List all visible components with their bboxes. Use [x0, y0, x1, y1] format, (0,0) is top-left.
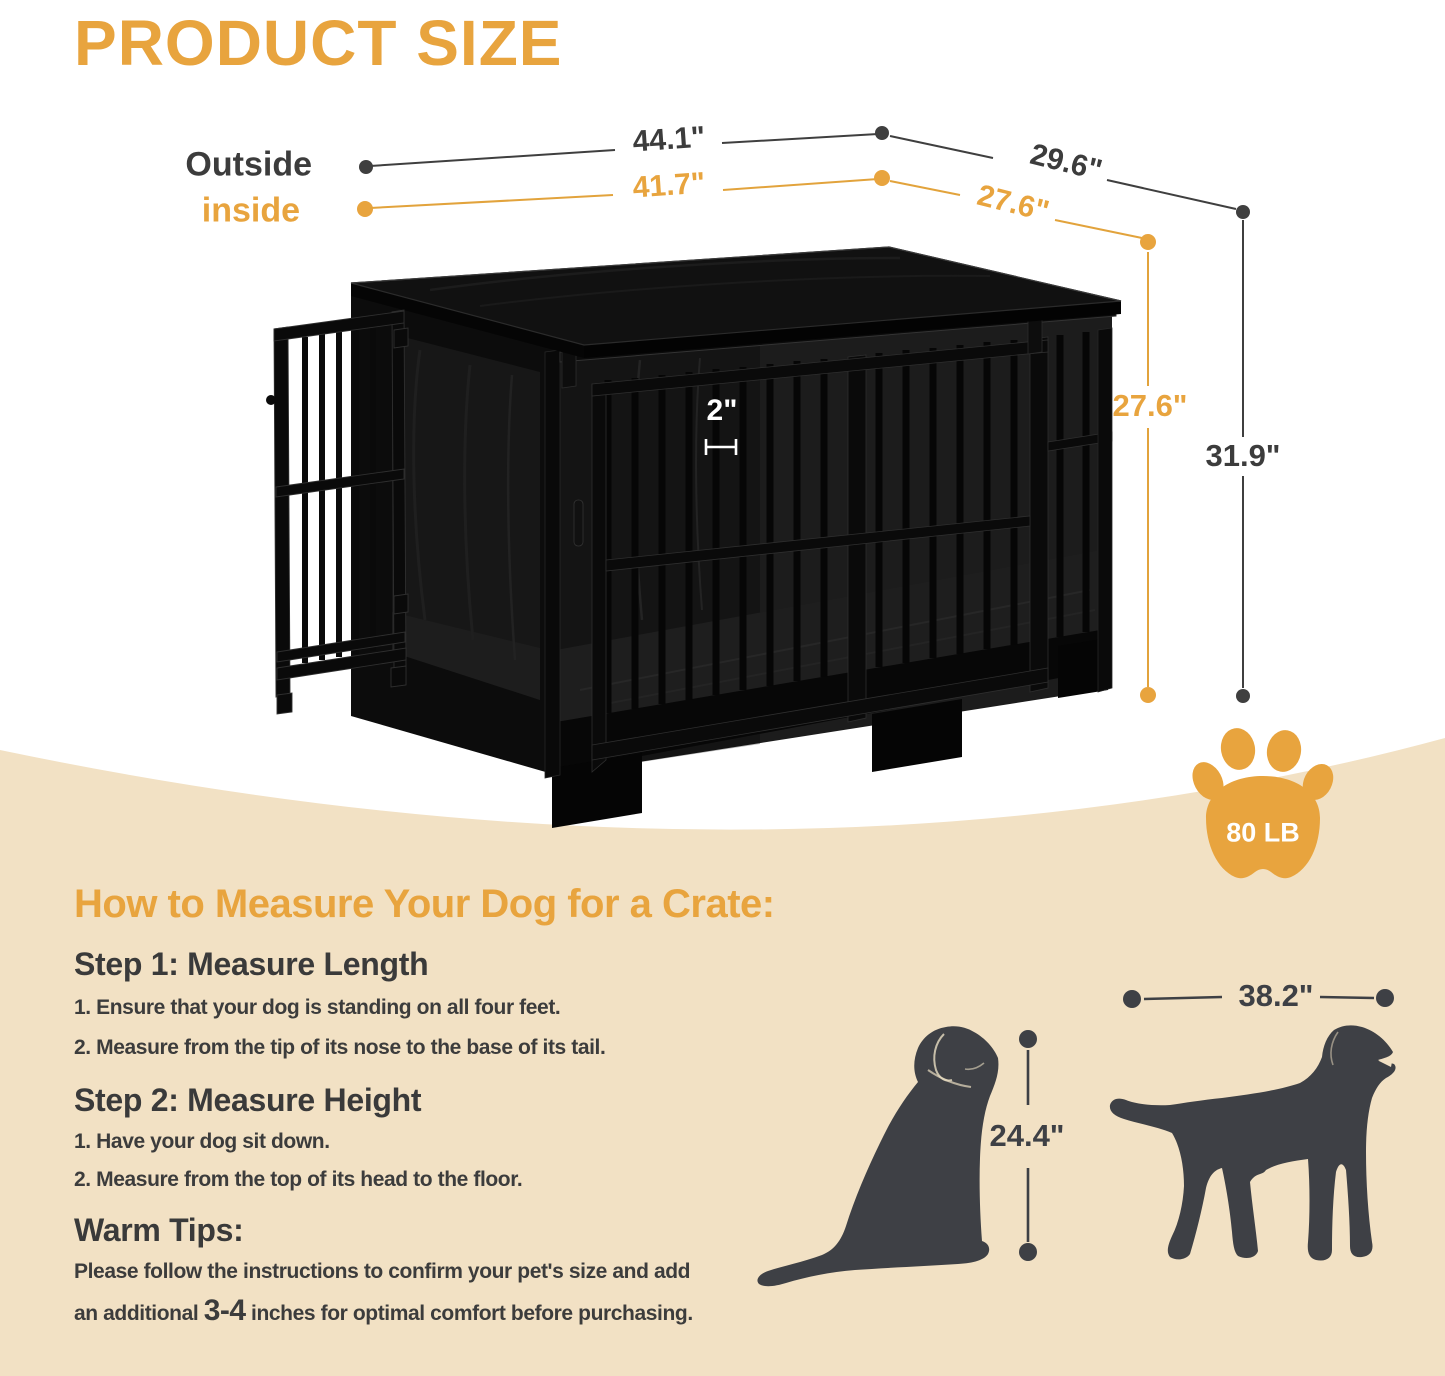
- weight-limit-badge: 80 LB: [1226, 817, 1300, 848]
- dim-outside-height: 31.9": [1205, 438, 1281, 473]
- dim-inside-width: 41.7": [631, 166, 707, 205]
- dim-inside-depth: 27.6": [973, 178, 1053, 229]
- crate-illustration: [266, 247, 1121, 828]
- tips-title: Warm Tips:: [74, 1212, 244, 1248]
- dim-bar-gap: 2": [706, 394, 738, 427]
- tips-line-2-post: inches for optimal comfort before purchasing.: [245, 1302, 693, 1325]
- tips-line-1: Please follow the instructions to confirm your pet's size and add: [74, 1260, 691, 1283]
- page-title: PRODUCT SIZE: [74, 7, 563, 79]
- step2-item-2: 2. Measure from the top of its head to the floor.: [74, 1168, 523, 1191]
- step1-item-1: 1. Ensure that your dog is standing on all four feet.: [74, 996, 561, 1019]
- dim-inside-height: 27.6": [1112, 388, 1188, 423]
- legend-inside: inside: [201, 191, 300, 230]
- dim-dog-length: 38.2": [1238, 978, 1314, 1013]
- step1-item-2: 2. Measure from the tip of its nose to the base of its tail.: [74, 1036, 606, 1059]
- step2-title: Step 2: Measure Height: [74, 1082, 422, 1118]
- step2-item-1: 1. Have your dog sit down.: [74, 1130, 330, 1153]
- legend-outside: Outside: [185, 145, 312, 184]
- tips-line-2-big: 3-4: [203, 1294, 246, 1327]
- tips-line-2-pre: an additional: [74, 1302, 204, 1325]
- dim-outside-depth: 29.6": [1026, 137, 1106, 188]
- step1-title: Step 1: Measure Length: [74, 946, 429, 982]
- dim-dog-height: 24.4": [989, 1118, 1065, 1153]
- tips-line-2: [74, 1294, 693, 1328]
- dim-outside-width: 44.1": [631, 120, 707, 159]
- guide-heading: How to Measure Your Dog for a Crate:: [74, 882, 775, 926]
